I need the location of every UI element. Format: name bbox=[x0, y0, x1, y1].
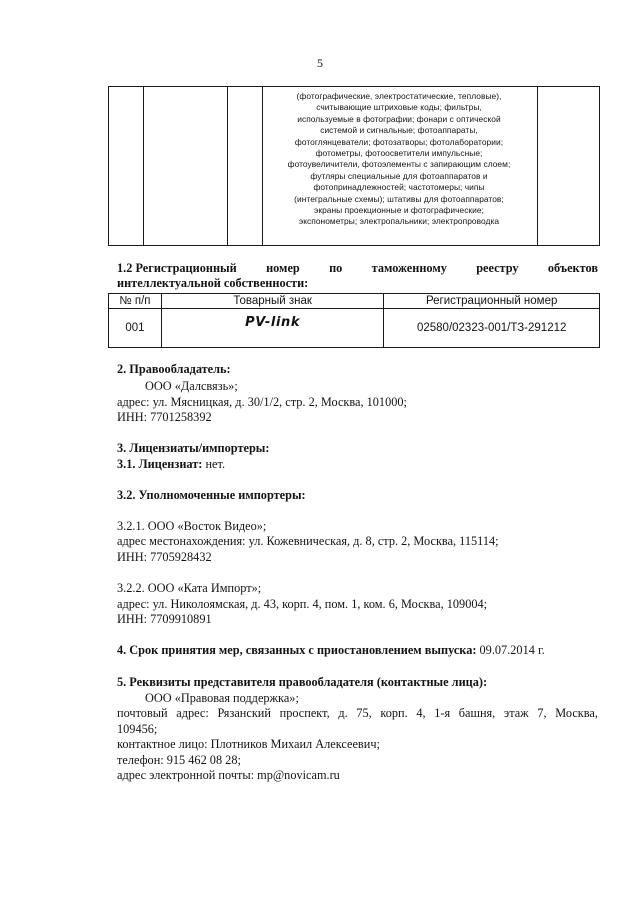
section-4-date: 09.07.2014 г. bbox=[476, 643, 545, 657]
address-word: 75, bbox=[356, 706, 372, 720]
importer-2-name: 3.2.2. ООО «Ката Импорт»; bbox=[117, 581, 262, 595]
trademark-cell bbox=[161, 309, 383, 348]
address-word: почтовый bbox=[117, 706, 168, 720]
table-header-row bbox=[109, 294, 600, 309]
contact-phone: телефон: 915 462 08 28; bbox=[117, 753, 241, 767]
section-1-2-heading bbox=[117, 261, 598, 276]
representative-postal-code: 109456; bbox=[117, 722, 158, 736]
reg-number-cell: 02580/02323-001/ТЗ-291212 bbox=[384, 309, 600, 348]
address-word: 7, bbox=[537, 706, 547, 720]
importer-1-inn: ИНН: 7705928432 bbox=[117, 550, 212, 564]
goods-line: экспонометры; электропальники; электропроводка bbox=[298, 216, 500, 227]
table-divider bbox=[262, 87, 263, 245]
goods-line: системой и сигнальные; фотоаппараты, bbox=[320, 125, 478, 136]
table-divider bbox=[537, 87, 538, 245]
goods-line: фотометры, фотоосветители импульсные; bbox=[315, 148, 483, 159]
address-word: Рязанский bbox=[217, 706, 271, 720]
goods-description bbox=[264, 91, 534, 228]
goods-line: (фотографические, электростатические, тепловые), bbox=[296, 91, 502, 101]
goods-line: используемые в фотографии; фонари с оптической bbox=[297, 113, 501, 124]
heading-word: реестру bbox=[476, 261, 519, 275]
rightholder-address: адрес: ул. Мясницкая, д. 30/1/2, стр. 2, Москва, 101000; bbox=[117, 395, 407, 409]
section-4-label: 4. Срок принятия мер, связанных с приостановлением выпуска: bbox=[117, 643, 477, 657]
importer-2-inn: ИНН: 7709910891 bbox=[117, 612, 212, 626]
col-header-reg-number: Регистрационный номер bbox=[384, 294, 600, 309]
address-word: 1-я bbox=[434, 706, 451, 720]
section-3-heading: 3. Лицензиаты/импортеры: bbox=[117, 441, 270, 455]
goods-line: фотоувеличители, фотоэлементы с запирающим слоем; bbox=[287, 159, 511, 170]
address-word: Москва, bbox=[555, 706, 598, 720]
goods-line: экраны проекционные и фотографические; bbox=[314, 205, 484, 216]
goods-line: фотоглянцеватели; фотозатворы; фотолаборатории; bbox=[294, 136, 504, 147]
col-header-number: № п/п bbox=[109, 294, 162, 309]
registration-table bbox=[108, 293, 600, 348]
heading-word: 1.2 Регистрационный bbox=[117, 261, 237, 275]
row-number: 001 bbox=[109, 309, 162, 348]
importer-1-address: адрес местонахождения: ул. Кожевническая, д. 8, стр. 2, Москва, 115114; bbox=[117, 534, 499, 548]
col-header-trademark: Товарный знак bbox=[161, 294, 383, 309]
section-5-heading: 5. Реквизиты представителя правообладателя (контактные лица): bbox=[117, 675, 488, 689]
rightholder-name: ООО «Далсвязь»; bbox=[145, 379, 238, 393]
heading-word: таможенному bbox=[371, 261, 447, 275]
heading-word: объектов bbox=[547, 261, 598, 275]
address-word: д. bbox=[338, 706, 348, 720]
table-row bbox=[109, 309, 600, 348]
address-word: проспект, bbox=[279, 706, 330, 720]
address-word: этаж bbox=[503, 706, 529, 720]
heading-word: по bbox=[329, 261, 343, 275]
representative-postal-address bbox=[117, 706, 598, 721]
address-word: корп. bbox=[380, 706, 408, 720]
importer-2-address: адрес: ул. Николоямская, д. 43, корп. 4, пом. 1, ком. 6, Москва, 109004; bbox=[117, 597, 488, 611]
address-word: адрес: bbox=[176, 706, 209, 720]
page-number: 5 bbox=[317, 56, 323, 70]
licensee-value: нет. bbox=[202, 457, 226, 471]
goods-line: фотопринадлежностей; частотомеры; чипы bbox=[313, 182, 485, 193]
importer-1-name: 3.2.1. ООО «Восток Видео»; bbox=[117, 519, 267, 533]
goods-line: считывающие штриховые коды; фильтры, bbox=[316, 102, 482, 113]
heading-word: номер bbox=[266, 261, 300, 275]
contact-person: контактное лицо: Плотников Михаил Алексеевич; bbox=[117, 737, 380, 751]
address-word: 4, bbox=[416, 706, 426, 720]
address-word: башня, bbox=[458, 706, 496, 720]
section-1-2-heading-line2: интеллектуальной собственности: bbox=[117, 276, 309, 290]
goods-line: (интегральные схемы); штативы для фотоаппаратов; bbox=[294, 193, 504, 204]
licensee-label: 3.1. Лицензиат: bbox=[117, 457, 203, 471]
goods-line: футляры специальные для фотоаппаратов и bbox=[310, 170, 488, 181]
table-divider bbox=[143, 87, 144, 245]
goods-table bbox=[108, 86, 600, 246]
rightholder-inn: ИНН: 7701258392 bbox=[117, 410, 212, 424]
contact-email[interactable]: адрес электронной почты: mp@novicam.ru bbox=[117, 768, 340, 782]
table-divider bbox=[227, 87, 228, 245]
section-3-2-heading: 3.2. Уполномоченные импортеры: bbox=[117, 488, 306, 502]
licensee-line bbox=[117, 457, 225, 472]
section-4-line bbox=[117, 643, 545, 658]
trademark-logo: PV-link bbox=[245, 314, 301, 330]
representative-name: ООО «Правовая поддержка»; bbox=[145, 691, 299, 705]
section-2-heading: 2. Правообладатель: bbox=[117, 362, 231, 376]
